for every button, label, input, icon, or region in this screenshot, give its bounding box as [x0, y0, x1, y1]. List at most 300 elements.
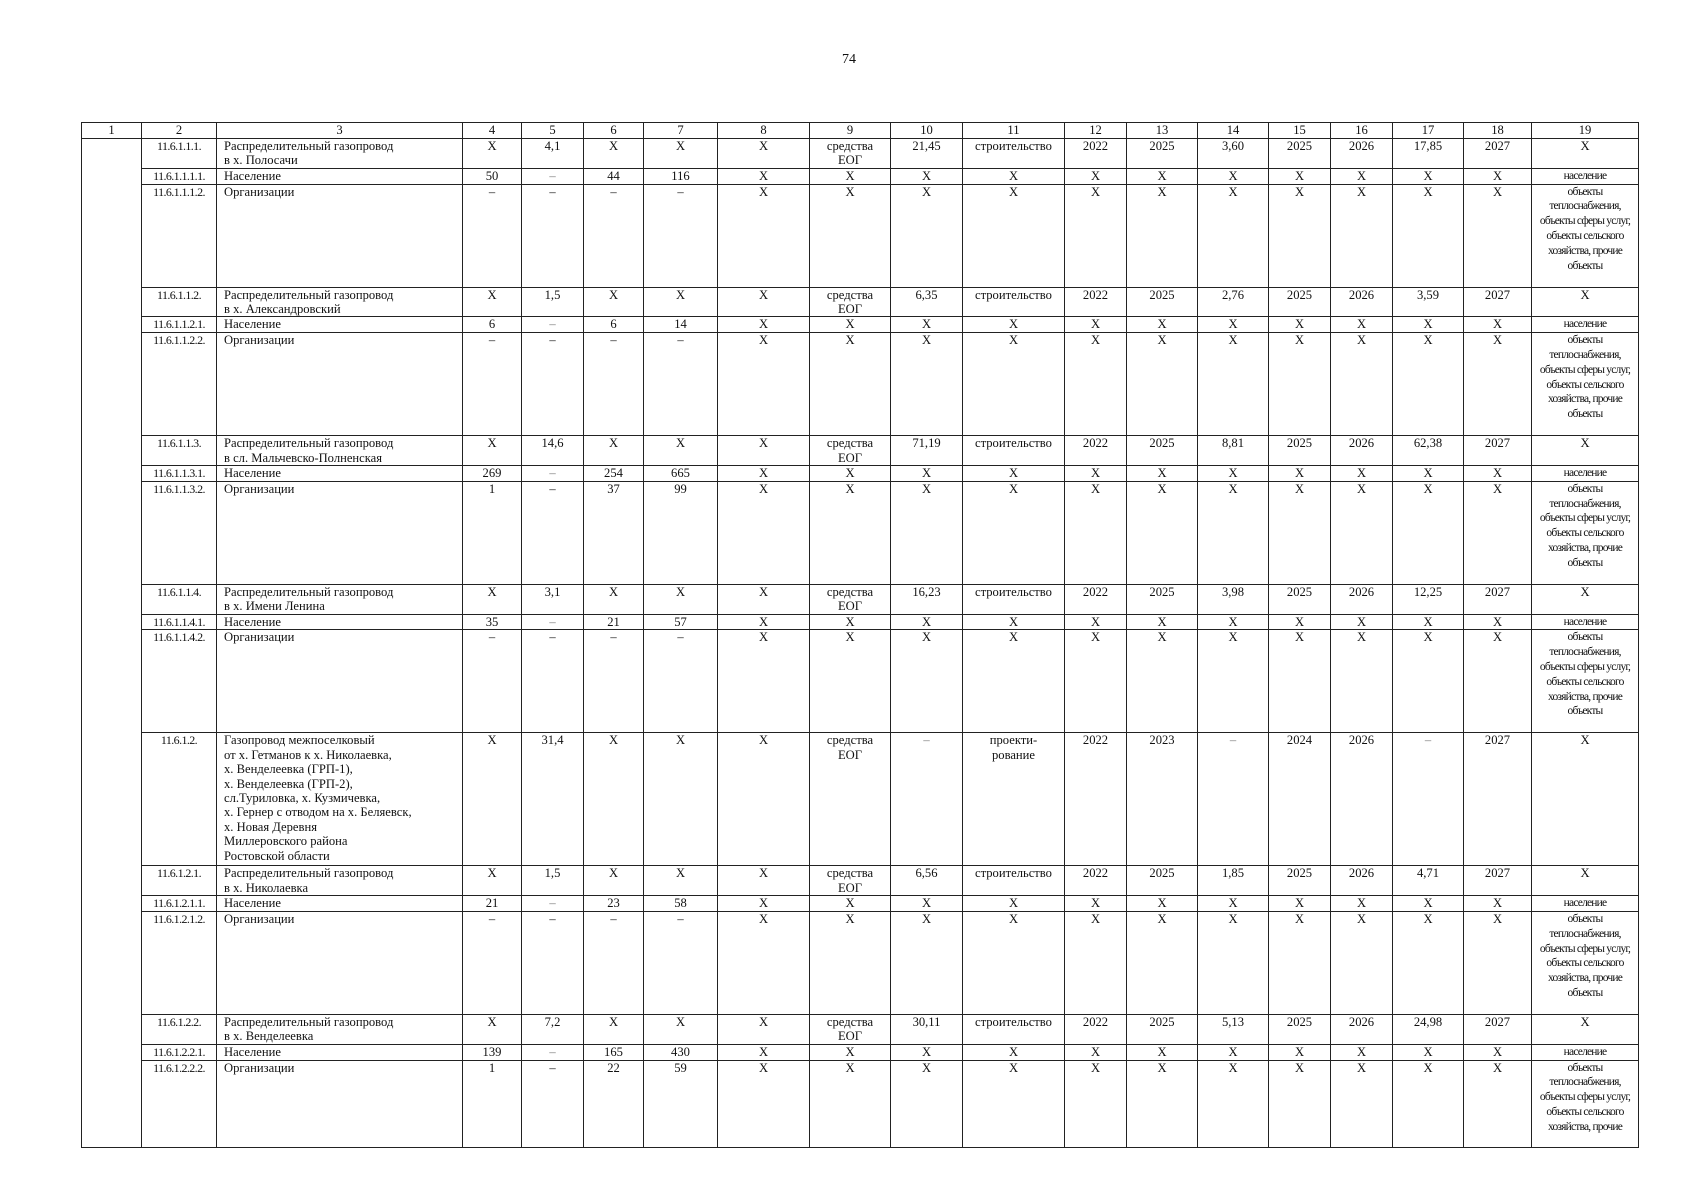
row-code: 11.6.1.1.2.: [142, 287, 217, 317]
cell-c7: 14: [644, 317, 718, 333]
cell-c14: 3,60: [1198, 139, 1269, 169]
cell-c10: X: [891, 1060, 963, 1147]
header-row: [82, 123, 1639, 139]
cell-c10: 71,19: [891, 436, 963, 466]
cell-c5: –: [522, 1044, 584, 1060]
cell-c4: –: [463, 184, 522, 287]
cell-c4: 1: [463, 1060, 522, 1147]
cell-c5: –: [522, 168, 584, 184]
cell-c13: 2025: [1127, 1015, 1198, 1045]
cell-c18: X: [1464, 1044, 1532, 1060]
cell-c4: 50: [463, 168, 522, 184]
cell-c18: X: [1464, 481, 1532, 584]
cell-c4: X: [463, 866, 522, 896]
cell-c15: X: [1269, 168, 1331, 184]
cell-c7: X: [644, 866, 718, 896]
cell-c16: 2026: [1331, 139, 1393, 169]
row-code: 11.6.1.1.3.2.: [142, 481, 217, 584]
cell-c14: 2,76: [1198, 287, 1269, 317]
cell-c13: X: [1127, 168, 1198, 184]
cell-c15: 2025: [1269, 1015, 1331, 1045]
cell-c12: X: [1065, 168, 1127, 184]
cell-c13: X: [1127, 317, 1198, 333]
cell-c16: 2026: [1331, 733, 1393, 866]
cell-c14: 8,81: [1198, 436, 1269, 466]
column-number-16: 16: [1331, 123, 1393, 139]
cell-c5: –: [522, 614, 584, 630]
cell-c8: X: [718, 466, 810, 482]
cell-c13: 2025: [1127, 436, 1198, 466]
cell-c5: –: [522, 481, 584, 584]
cell-c17: X: [1393, 912, 1464, 1015]
cell-c19: объекты теплоснабжения, объекты сферы услуг, объекты сельского хозяйства, прочие объекты: [1532, 912, 1639, 1015]
column-number-15: 15: [1269, 123, 1331, 139]
row-name: Население: [217, 317, 463, 333]
cell-c5: –: [522, 1060, 584, 1147]
row-name: Распределительный газопровод в х. Николаевка: [217, 866, 463, 896]
row-name: Распределительный газопровод в х. Полосачи: [217, 139, 463, 169]
cell-c15: 2025: [1269, 436, 1331, 466]
cell-c5: 3,1: [522, 584, 584, 614]
cell-c18: 2027: [1464, 584, 1532, 614]
column-1-cell: [82, 139, 142, 1148]
cell-c17: 24,98: [1393, 1015, 1464, 1045]
cell-c9: X: [810, 184, 891, 287]
cell-c15: 2025: [1269, 287, 1331, 317]
cell-c4: X: [463, 733, 522, 866]
cell-c13: 2025: [1127, 139, 1198, 169]
cell-c5: 7,2: [522, 1015, 584, 1045]
project-row: [82, 139, 1639, 169]
row-name: Организации: [217, 333, 463, 436]
cell-c4: –: [463, 333, 522, 436]
row-code: 11.6.1.1.1.1.: [142, 168, 217, 184]
cell-c11: X: [963, 1044, 1065, 1060]
row-name: Распределительный газопровод в х. Имени Ленина: [217, 584, 463, 614]
cell-c15: X: [1269, 630, 1331, 733]
cell-c12: X: [1065, 896, 1127, 912]
row-code: 11.6.1.2.1.2.: [142, 912, 217, 1015]
cell-c19: население: [1532, 168, 1639, 184]
cell-c11: X: [963, 466, 1065, 482]
cell-c12: X: [1065, 614, 1127, 630]
cell-c14: X: [1198, 184, 1269, 287]
cell-c15: X: [1269, 317, 1331, 333]
organizations-row: [82, 184, 1639, 287]
cell-c4: X: [463, 1015, 522, 1045]
cell-c10: X: [891, 333, 963, 436]
cell-c15: X: [1269, 466, 1331, 482]
cell-c17: X: [1393, 1044, 1464, 1060]
cell-c5: 31,4: [522, 733, 584, 866]
cell-c17: X: [1393, 317, 1464, 333]
population-row: [82, 1044, 1639, 1060]
cell-c17: X: [1393, 896, 1464, 912]
cell-c16: 2026: [1331, 584, 1393, 614]
project-row: [82, 287, 1639, 317]
cell-c10: 6,35: [891, 287, 963, 317]
cell-c16: X: [1331, 1044, 1393, 1060]
cell-c19: население: [1532, 1044, 1639, 1060]
row-name: Организации: [217, 912, 463, 1015]
cell-c4: X: [463, 139, 522, 169]
cell-c12: X: [1065, 184, 1127, 287]
cell-c6: –: [584, 184, 644, 287]
cell-c8: X: [718, 436, 810, 466]
cell-c5: –: [522, 184, 584, 287]
cell-c5: –: [522, 466, 584, 482]
cell-c4: 1: [463, 481, 522, 584]
column-number-10: 10: [891, 123, 963, 139]
column-number-8: 8: [718, 123, 810, 139]
page-number: 74: [842, 52, 856, 67]
cell-c11: X: [963, 333, 1065, 436]
cell-c16: X: [1331, 912, 1393, 1015]
cell-c14: X: [1198, 1044, 1269, 1060]
cell-c10: 16,23: [891, 584, 963, 614]
row-code: 11.6.1.2.2.: [142, 1015, 217, 1045]
cell-c17: –: [1393, 733, 1464, 866]
cell-c19: X: [1532, 139, 1639, 169]
cell-c10: 21,45: [891, 139, 963, 169]
cell-c6: 37: [584, 481, 644, 584]
cell-c17: X: [1393, 333, 1464, 436]
cell-c8: X: [718, 333, 810, 436]
cell-c11: X: [963, 1060, 1065, 1147]
cell-c6: –: [584, 333, 644, 436]
cell-c4: –: [463, 912, 522, 1015]
cell-c9: X: [810, 614, 891, 630]
cell-c9: средства ЕОГ: [810, 733, 891, 866]
cell-c5: 4,1: [522, 139, 584, 169]
cell-c18: 2027: [1464, 1015, 1532, 1045]
cell-c11: строительство: [963, 866, 1065, 896]
row-code: 11.6.1.1.4.: [142, 584, 217, 614]
cell-c18: X: [1464, 912, 1532, 1015]
cell-c18: X: [1464, 896, 1532, 912]
cell-c15: 2024: [1269, 733, 1331, 866]
cell-c16: X: [1331, 481, 1393, 584]
cell-c14: X: [1198, 333, 1269, 436]
cell-c16: 2026: [1331, 287, 1393, 317]
cell-c16: X: [1331, 168, 1393, 184]
cell-c7: –: [644, 333, 718, 436]
cell-c18: 2027: [1464, 139, 1532, 169]
cell-c6: 6: [584, 317, 644, 333]
row-name: Население: [217, 614, 463, 630]
cell-c9: X: [810, 333, 891, 436]
cell-c5: –: [522, 333, 584, 436]
cell-c7: X: [644, 287, 718, 317]
cell-c12: 2022: [1065, 866, 1127, 896]
cell-c15: X: [1269, 184, 1331, 287]
row-code: 11.6.1.1.2.1.: [142, 317, 217, 333]
row-code: 11.6.1.2.: [142, 733, 217, 866]
project-row: [82, 733, 1639, 866]
row-name: Газопровод межпоселковый от х. Гетманов к х. Николаевка, х. Венделеевка (ГРП-1), х. Венделеевка (ГРП-2), сл.Туриловка, х. Кузмичевка, х. Гернер с отводом на х. Беляевск, х. Новая Деревня Миллеровского района Ростовской области: [217, 733, 463, 866]
cell-c12: 2022: [1065, 139, 1127, 169]
cell-c14: 1,85: [1198, 866, 1269, 896]
row-code: 11.6.1.1.4.2.: [142, 630, 217, 733]
cell-c7: X: [644, 1015, 718, 1045]
cell-c18: 2027: [1464, 287, 1532, 317]
cell-c11: X: [963, 630, 1065, 733]
cell-c14: 5,13: [1198, 1015, 1269, 1045]
cell-c15: X: [1269, 1044, 1331, 1060]
cell-c19: объекты теплоснабжения, объекты сферы услуг, объекты сельского хозяйства, прочие объекты: [1532, 481, 1639, 584]
cell-c10: X: [891, 466, 963, 482]
cell-c9: X: [810, 168, 891, 184]
cell-c16: X: [1331, 1060, 1393, 1147]
cell-c9: X: [810, 466, 891, 482]
cell-c4: 35: [463, 614, 522, 630]
cell-c7: 430: [644, 1044, 718, 1060]
population-row: [82, 896, 1639, 912]
cell-c17: X: [1393, 168, 1464, 184]
cell-c12: 2022: [1065, 436, 1127, 466]
organizations-row: [82, 333, 1639, 436]
cell-c10: X: [891, 168, 963, 184]
cell-c9: X: [810, 912, 891, 1015]
cell-c6: 254: [584, 466, 644, 482]
cell-c9: X: [810, 1044, 891, 1060]
cell-c15: 2025: [1269, 139, 1331, 169]
cell-c10: X: [891, 1044, 963, 1060]
column-number-19: 19: [1532, 123, 1639, 139]
cell-c17: X: [1393, 1060, 1464, 1147]
cell-c17: X: [1393, 630, 1464, 733]
cell-c13: X: [1127, 184, 1198, 287]
cell-c8: X: [718, 614, 810, 630]
cell-c15: X: [1269, 333, 1331, 436]
row-code: 11.6.1.1.4.1.: [142, 614, 217, 630]
cell-c10: X: [891, 614, 963, 630]
cell-c12: X: [1065, 466, 1127, 482]
cell-c5: –: [522, 912, 584, 1015]
cell-c13: X: [1127, 1044, 1198, 1060]
cell-c11: X: [963, 481, 1065, 584]
cell-c14: X: [1198, 466, 1269, 482]
cell-c8: X: [718, 1044, 810, 1060]
cell-c9: X: [810, 481, 891, 584]
cell-c8: X: [718, 168, 810, 184]
cell-c18: X: [1464, 614, 1532, 630]
cell-c17: X: [1393, 481, 1464, 584]
cell-c9: X: [810, 896, 891, 912]
cell-c16: 2026: [1331, 1015, 1393, 1045]
row-name: Организации: [217, 184, 463, 287]
row-code: 11.6.1.2.2.2.: [142, 1060, 217, 1147]
cell-c5: 1,5: [522, 287, 584, 317]
column-number-14: 14: [1198, 123, 1269, 139]
cell-c6: X: [584, 733, 644, 866]
column-number-13: 13: [1127, 123, 1198, 139]
cell-c8: X: [718, 287, 810, 317]
cell-c7: X: [644, 436, 718, 466]
cell-c7: X: [644, 584, 718, 614]
column-number-1: 1: [82, 123, 142, 139]
cell-c13: 2025: [1127, 287, 1198, 317]
cell-c6: 22: [584, 1060, 644, 1147]
cell-c19: X: [1532, 1015, 1639, 1045]
organizations-row: [82, 630, 1639, 733]
column-number-9: 9: [810, 123, 891, 139]
project-row: [82, 866, 1639, 896]
cell-c11: X: [963, 184, 1065, 287]
cell-c7: 59: [644, 1060, 718, 1147]
row-code: 11.6.1.1.2.2.: [142, 333, 217, 436]
cell-c7: –: [644, 184, 718, 287]
cell-c11: строительство: [963, 584, 1065, 614]
cell-c16: 2026: [1331, 866, 1393, 896]
cell-c15: X: [1269, 614, 1331, 630]
cell-c6: X: [584, 436, 644, 466]
cell-c9: средства ЕОГ: [810, 287, 891, 317]
cell-c16: X: [1331, 614, 1393, 630]
cell-c4: X: [463, 287, 522, 317]
cell-c6: 44: [584, 168, 644, 184]
population-row: [82, 614, 1639, 630]
cell-c14: X: [1198, 912, 1269, 1015]
cell-c19: X: [1532, 436, 1639, 466]
cell-c17: X: [1393, 466, 1464, 482]
cell-c9: X: [810, 1060, 891, 1147]
cell-c7: 58: [644, 896, 718, 912]
row-name: Организации: [217, 481, 463, 584]
cell-c4: X: [463, 436, 522, 466]
cell-c6: X: [584, 139, 644, 169]
row-name: Распределительный газопровод в х. Венделеевка: [217, 1015, 463, 1045]
cell-c19: X: [1532, 866, 1639, 896]
cell-c10: X: [891, 630, 963, 733]
cell-c14: X: [1198, 614, 1269, 630]
cell-c9: средства ЕОГ: [810, 436, 891, 466]
cell-c6: X: [584, 1015, 644, 1045]
column-number-7: 7: [644, 123, 718, 139]
cell-c16: X: [1331, 333, 1393, 436]
cell-c15: 2025: [1269, 584, 1331, 614]
cell-c9: средства ЕОГ: [810, 139, 891, 169]
cell-c6: X: [584, 287, 644, 317]
cell-c19: население: [1532, 317, 1639, 333]
cell-c13: 2025: [1127, 584, 1198, 614]
cell-c19: население: [1532, 614, 1639, 630]
row-code: 11.6.1.1.3.: [142, 436, 217, 466]
cell-c10: X: [891, 896, 963, 912]
cell-c5: –: [522, 317, 584, 333]
cell-c11: строительство: [963, 139, 1065, 169]
cell-c17: 62,38: [1393, 436, 1464, 466]
cell-c18: X: [1464, 184, 1532, 287]
cell-c7: 665: [644, 466, 718, 482]
cell-c8: X: [718, 317, 810, 333]
cell-c19: объекты теплоснабжения, объекты сферы услуг, объекты сельского хозяйства, прочие объекты: [1532, 184, 1639, 287]
cell-c5: 1,5: [522, 866, 584, 896]
cell-c18: X: [1464, 317, 1532, 333]
cell-c11: строительство: [963, 1015, 1065, 1045]
cell-c7: 116: [644, 168, 718, 184]
cell-c8: X: [718, 1015, 810, 1045]
cell-c8: X: [718, 184, 810, 287]
cell-c4: 139: [463, 1044, 522, 1060]
cell-c12: 2022: [1065, 287, 1127, 317]
column-number-18: 18: [1464, 123, 1532, 139]
project-row: [82, 1015, 1639, 1045]
cell-c16: 2026: [1331, 436, 1393, 466]
cell-c16: X: [1331, 896, 1393, 912]
row-name: Организации: [217, 630, 463, 733]
cell-c9: средства ЕОГ: [810, 866, 891, 896]
cell-c12: 2022: [1065, 1015, 1127, 1045]
cell-c10: X: [891, 481, 963, 584]
cell-c12: X: [1065, 630, 1127, 733]
row-name: Население: [217, 1044, 463, 1060]
column-number-5: 5: [522, 123, 584, 139]
cell-c6: –: [584, 630, 644, 733]
column-number-6: 6: [584, 123, 644, 139]
cell-c15: 2025: [1269, 866, 1331, 896]
cell-c13: X: [1127, 614, 1198, 630]
cell-c4: 269: [463, 466, 522, 482]
cell-c7: 99: [644, 481, 718, 584]
population-row: [82, 466, 1639, 482]
column-number-17: 17: [1393, 123, 1464, 139]
cell-c11: строительство: [963, 436, 1065, 466]
column-number-4: 4: [463, 123, 522, 139]
cell-c17: 4,71: [1393, 866, 1464, 896]
population-row: [82, 168, 1639, 184]
cell-c8: X: [718, 866, 810, 896]
cell-c11: X: [963, 614, 1065, 630]
cell-c10: X: [891, 912, 963, 1015]
cell-c11: X: [963, 168, 1065, 184]
column-number-12: 12: [1065, 123, 1127, 139]
cell-c4: –: [463, 630, 522, 733]
row-code: 11.6.1.1.1.: [142, 139, 217, 169]
project-row: [82, 436, 1639, 466]
cell-c12: X: [1065, 1044, 1127, 1060]
cell-c11: X: [963, 896, 1065, 912]
cell-c14: X: [1198, 1060, 1269, 1147]
cell-c5: –: [522, 630, 584, 733]
cell-c18: X: [1464, 630, 1532, 733]
cell-c6: 21: [584, 614, 644, 630]
cell-c17: 17,85: [1393, 139, 1464, 169]
data-table: [81, 122, 1639, 1148]
cell-c16: X: [1331, 184, 1393, 287]
cell-c9: X: [810, 630, 891, 733]
cell-c9: средства ЕОГ: [810, 584, 891, 614]
cell-c11: строительство: [963, 287, 1065, 317]
row-code: 11.6.1.2.1.1.: [142, 896, 217, 912]
cell-c12: 2022: [1065, 733, 1127, 866]
cell-c14: –: [1198, 733, 1269, 866]
cell-c17: 3,59: [1393, 287, 1464, 317]
cell-c11: X: [963, 912, 1065, 1015]
cell-c14: X: [1198, 896, 1269, 912]
cell-c8: X: [718, 584, 810, 614]
row-name: Организации: [217, 1060, 463, 1147]
cell-c13: X: [1127, 466, 1198, 482]
cell-c19: население: [1532, 466, 1639, 482]
cell-c7: X: [644, 733, 718, 866]
cell-c10: –: [891, 733, 963, 866]
cell-c5: –: [522, 896, 584, 912]
row-name: Распределительный газопровод в х. Александровский: [217, 287, 463, 317]
cell-c16: X: [1331, 630, 1393, 733]
cell-c15: X: [1269, 481, 1331, 584]
row-name: Распределительный газопровод в сл. Мальчевско-Полненская: [217, 436, 463, 466]
